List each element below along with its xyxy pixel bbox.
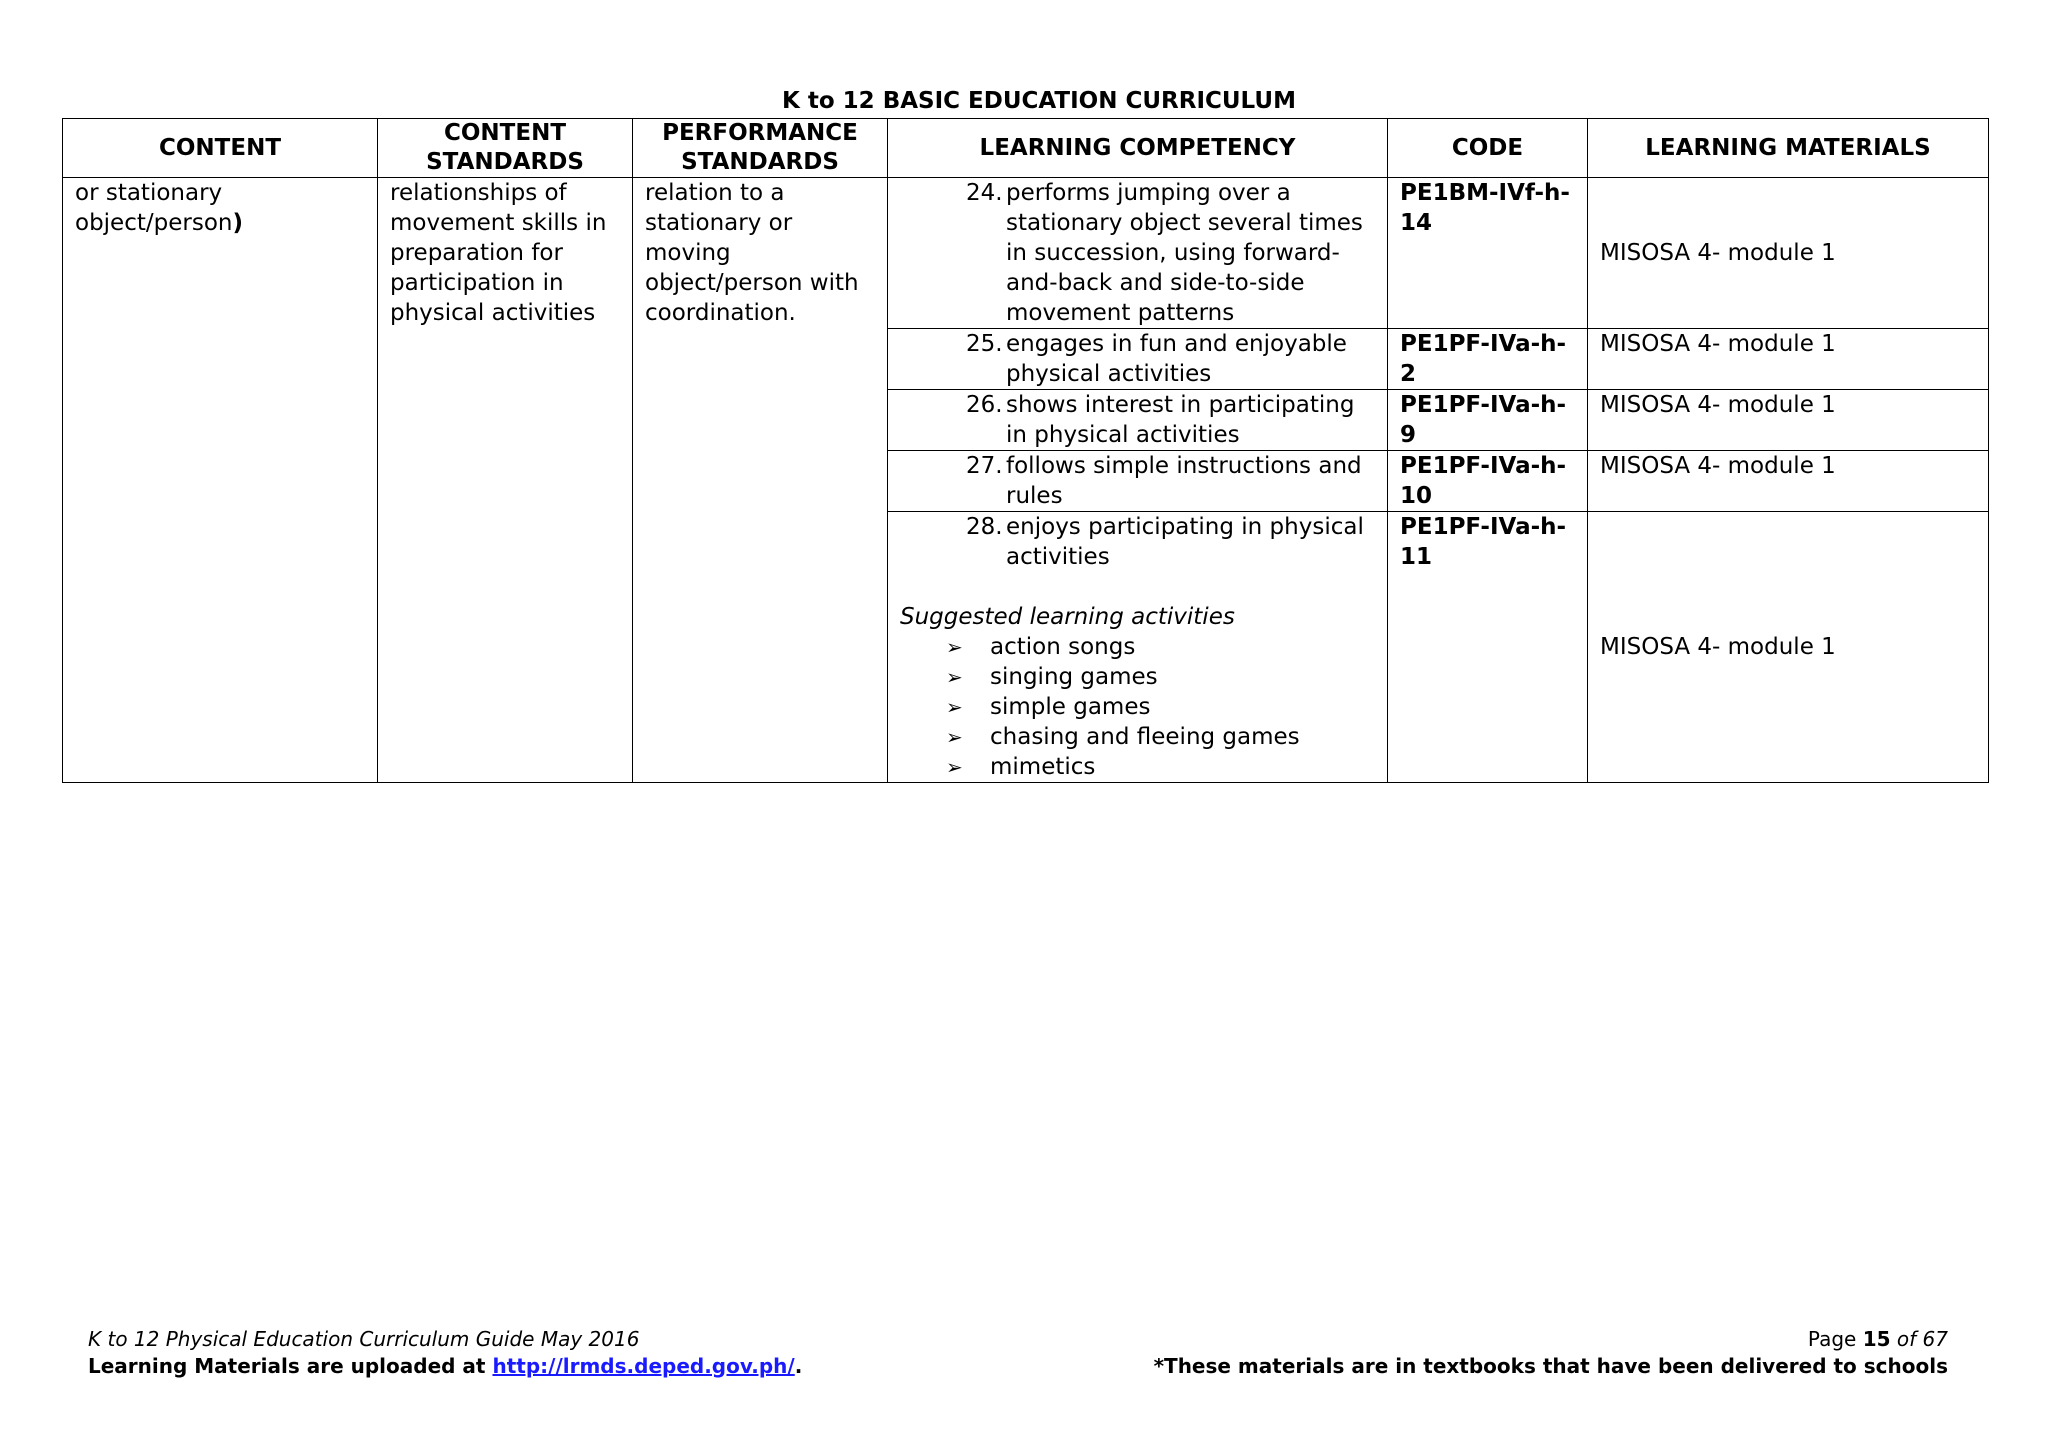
competency-number: 28. xyxy=(966,514,1003,540)
page-number: Page 15 of 67 xyxy=(1807,1327,1948,1351)
competency-number: 25. xyxy=(966,331,1003,357)
footer-guide-title: K to 12 Physical Education Curriculum Guide May 2016 xyxy=(88,1327,640,1351)
document-title: K to 12 BASIC EDUCATION CURRICULUM xyxy=(782,88,1296,114)
competency-cell xyxy=(888,329,1388,390)
table-row xyxy=(63,178,1989,329)
header-learning-materials: LEARNING MATERIALS xyxy=(1588,119,1989,178)
curriculum-table xyxy=(62,118,1989,783)
competency-text: engages in fun and enjoyable physical activities xyxy=(1006,331,1347,387)
arrow-bullet-icon: ➢ xyxy=(946,665,963,689)
arrow-bullet-icon: ➢ xyxy=(946,755,963,779)
competency-number: 26. xyxy=(966,392,1003,418)
code-cell: PE1BM-IVf-h-14 xyxy=(1388,178,1588,329)
footer-uploaded-note: Learning Materials are uploaded at http://lrmds.deped.gov.ph/. xyxy=(88,1354,803,1378)
performance-standards-cell: relation to a stationary or moving object/person with coordination. xyxy=(633,178,888,783)
code-cell: PE1PF-IVa-h-10 xyxy=(1388,451,1588,512)
content-cell xyxy=(63,178,378,783)
materials-cell: MISOSA 4- module 1 xyxy=(1588,390,1989,451)
competency-text: shows interest in participating in physical activities xyxy=(1006,392,1355,448)
header-row xyxy=(63,119,1989,178)
materials-cell: MISOSA 4- module 1 xyxy=(1588,451,1989,512)
competency-cell xyxy=(888,390,1388,451)
arrow-bullet-icon: ➢ xyxy=(946,635,963,659)
footer-textbook-note: *These materials are in textbooks that have been delivered to schools xyxy=(1153,1354,1948,1378)
content-standards-cell: relationships of movement skills in preparation for participation in physical activities xyxy=(378,178,633,783)
list-item: ➢ mimetics xyxy=(946,754,1096,780)
lrmds-link[interactable]: http://lrmds.deped.gov.ph/ xyxy=(492,1354,795,1378)
materials-cell: MISOSA 4- module 1 xyxy=(1588,178,1989,329)
list-item: ➢ action songs xyxy=(946,634,1136,660)
materials-cell: MISOSA 4- module 1 xyxy=(1588,329,1989,390)
header-performance-standards: PERFORMANCE STANDARDS xyxy=(633,119,888,178)
materials-cell: MISOSA 4- module 1 xyxy=(1588,512,1989,783)
code-cell: PE1PF-IVa-h-2 xyxy=(1388,329,1588,390)
header-content: CONTENT xyxy=(63,119,378,178)
code-cell: PE1PF-IVa-h-11 xyxy=(1388,512,1588,783)
competency-text: enjoys participating in physical activities xyxy=(1006,514,1364,570)
arrow-bullet-icon: ➢ xyxy=(946,725,963,749)
header-content-standards: CONTENT STANDARDS xyxy=(378,119,633,178)
competency-text: follows simple instructions and rules xyxy=(1006,453,1362,509)
list-item: ➢ singing games xyxy=(946,664,1158,690)
competency-number: 24. xyxy=(966,180,1003,206)
arrow-bullet-icon: ➢ xyxy=(946,695,963,719)
competency-cell xyxy=(888,451,1388,512)
list-item: ➢ chasing and fleeing games xyxy=(946,724,1300,750)
suggested-activities-label: Suggested learning activities xyxy=(900,604,1235,630)
page-footer xyxy=(88,1326,1948,1380)
content-line-1: or stationary xyxy=(75,180,223,206)
competency-number: 27. xyxy=(966,453,1003,479)
content-line-2: object/person) xyxy=(75,210,243,236)
competency-cell xyxy=(888,512,1388,783)
header-code: CODE xyxy=(1388,119,1588,178)
competency-cell xyxy=(888,178,1388,329)
list-item: ➢ simple games xyxy=(946,694,1151,720)
code-cell: PE1PF-IVa-h-9 xyxy=(1388,390,1588,451)
suggested-activities-list xyxy=(900,632,1375,782)
competency-text: performs jumping over a stationary object several times in succession, using forward- and-back and side-to-side movement patterns xyxy=(1006,180,1363,326)
header-learning-competency: LEARNING COMPETENCY xyxy=(888,119,1388,178)
